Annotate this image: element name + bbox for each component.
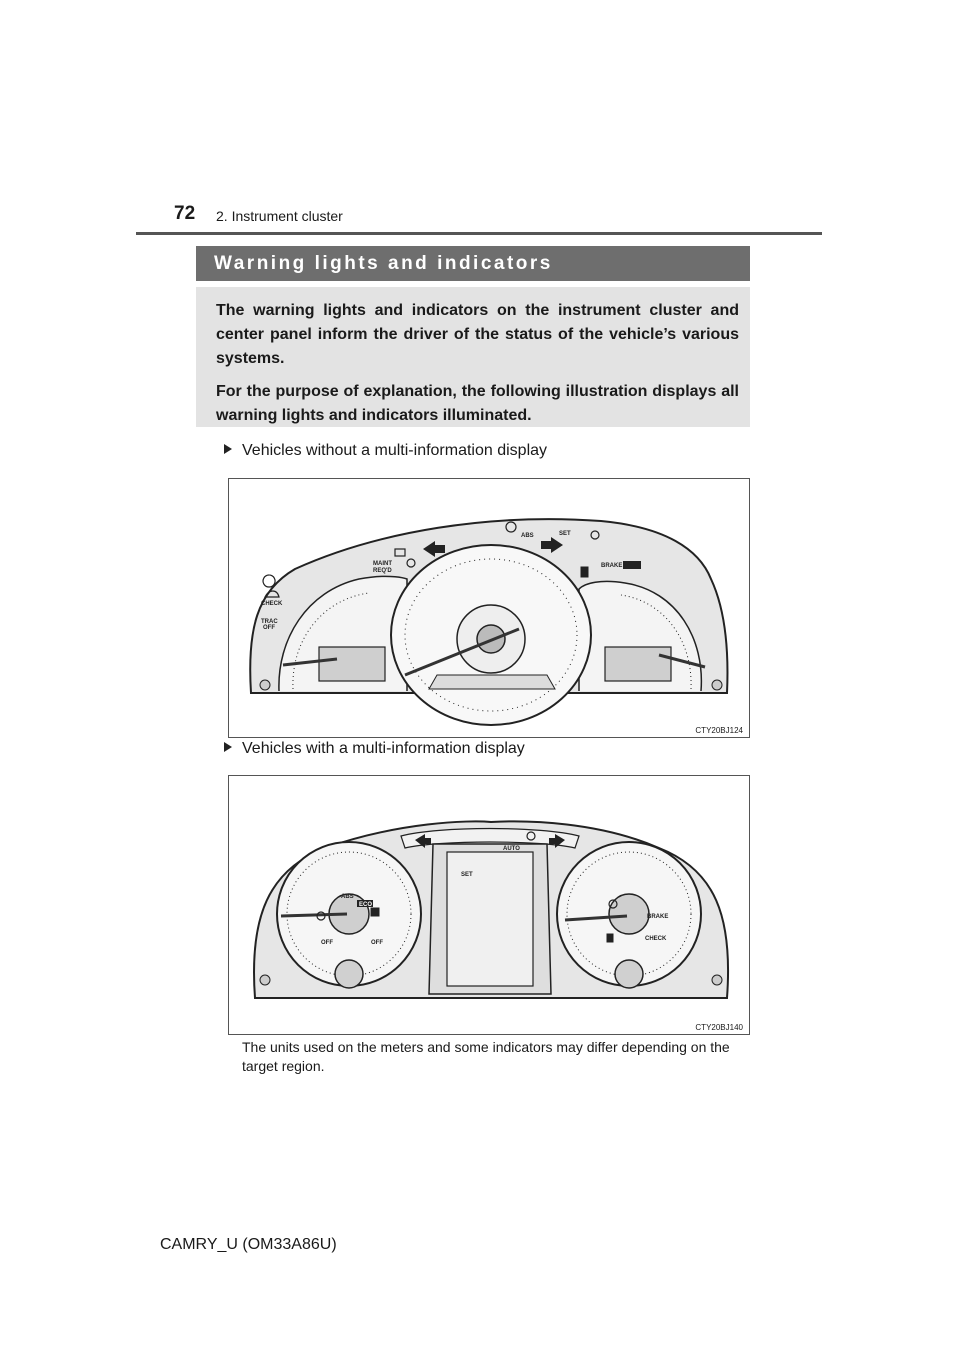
brake-label: BRAKE: [601, 563, 623, 569]
off-label-2: OFF: [321, 940, 333, 946]
eco-label-2: ECO: [359, 902, 373, 908]
maint-label: MAINT: [373, 561, 392, 567]
footer-model-code: CAMRY_U (OM33A86U): [160, 1236, 337, 1253]
section-title: 2. Instrument cluster: [216, 208, 343, 224]
trac-label: TRAC: [261, 619, 278, 625]
abs-label: ABS: [521, 533, 534, 539]
brake-label-2: BRAKE: [647, 914, 669, 920]
check-label-2: CHECK: [645, 936, 667, 942]
set-label-2: SET: [461, 872, 473, 878]
figure-2-caption: [224, 740, 525, 758]
auto-label: AUTO: [503, 846, 520, 852]
cluster-illustration-2: [229, 776, 750, 1035]
figure-2-code: CTY20BJ140: [695, 1023, 743, 1032]
check-label: CHECK: [261, 601, 283, 607]
intro-paragraph-1: The warning lights and indicators on the instrument cluster and center panel inform the driver of the status of the vehicle’s various systems.: [216, 302, 739, 367]
intro-paragraph-2: For the purpose of explanation, the following illustration displays all warning lights and indicators illuminated.: [216, 383, 739, 424]
figure-2: [228, 775, 750, 1035]
bullet-triangle-icon: [224, 444, 232, 454]
page-number: 72: [174, 203, 196, 224]
cluster-illustration-1: [229, 479, 750, 738]
reqd-label: REQ'D: [373, 568, 392, 574]
intro-box: [196, 287, 750, 427]
set-label: SET: [559, 531, 571, 537]
bullet-triangle-icon: [224, 742, 232, 752]
figure-1: [228, 478, 750, 738]
figure-1-caption: [224, 442, 547, 460]
off-label-3: OFF: [371, 940, 383, 946]
figure-1-caption-text: Vehicles without a multi-information display: [242, 442, 548, 459]
header-rule: [136, 232, 822, 235]
page-title: Warning lights and indicators: [196, 246, 750, 281]
abs-label-2: ABS: [341, 894, 354, 900]
off-label: OFF: [263, 625, 275, 631]
units-note: The units used on the meters and some indicators may differ depending on the target region.: [242, 1039, 730, 1074]
figure-2-caption-text: Vehicles with a multi-information display: [242, 740, 525, 757]
figure-1-code: CTY20BJ124: [695, 726, 743, 735]
